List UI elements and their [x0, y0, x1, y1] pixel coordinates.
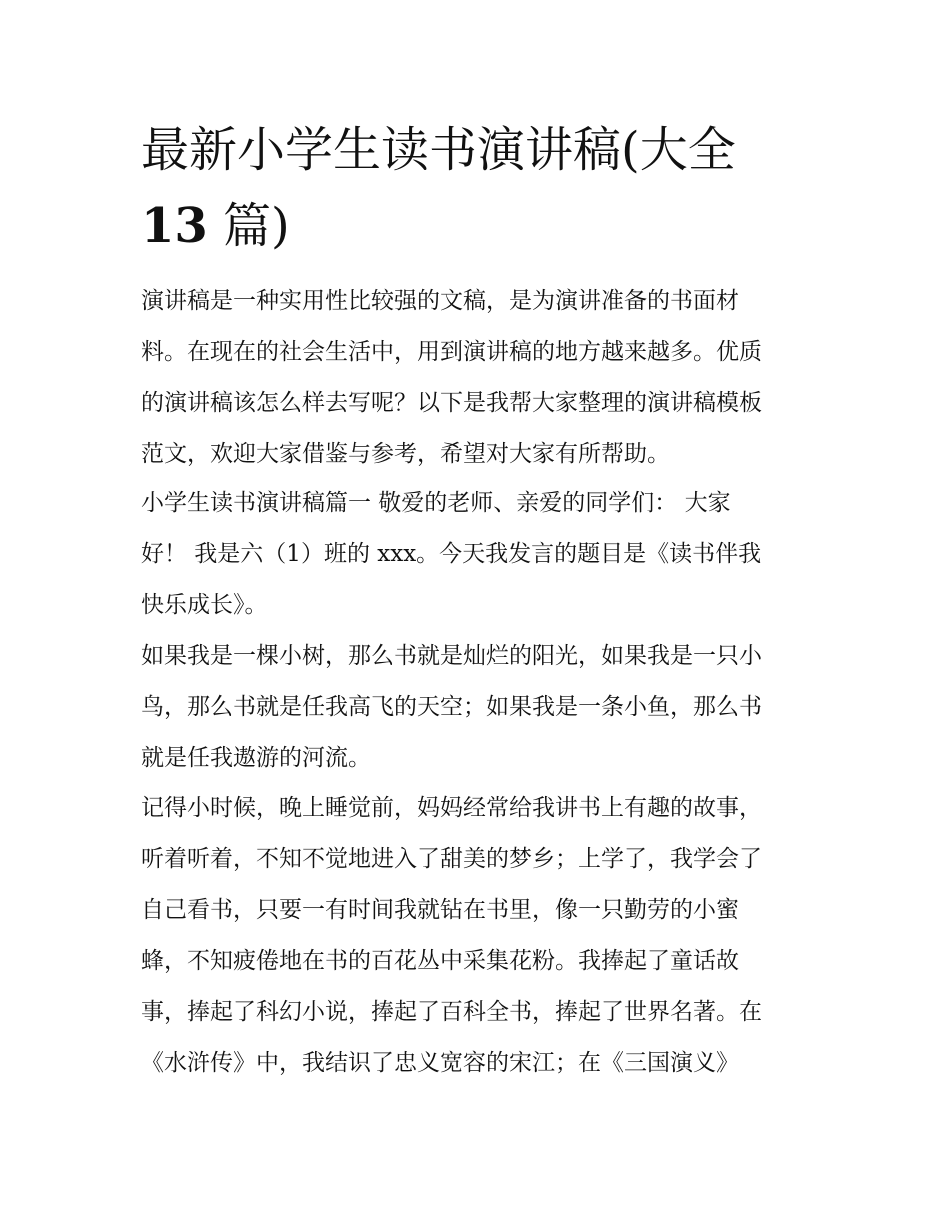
text-line: 记得小时候，晚上睡觉前，妈妈经常给我讲书上有趣的故事，	[141, 795, 762, 821]
text-line: 演讲稿是一种实用性比较强的文稿，是为演讲准备的书面材	[141, 288, 739, 314]
text-line: 自己看书，只要一有时间我就钻在书里，像一只勤劳的小蜜	[141, 897, 739, 923]
text-line: 听着听着，不知不觉地进入了甜美的梦乡；上学了，我学会了	[141, 846, 762, 872]
paragraph-greeting	[141, 478, 813, 631]
text-line: 《水浒传》中，我结识了忠义宽容的宋江；在《三国演义》	[141, 1050, 739, 1076]
text-line: 快乐成长》。	[141, 592, 268, 618]
title-line-2	[141, 188, 821, 264]
paragraph-metaphor	[141, 631, 813, 784]
text-line: 的演讲稿该怎么样去写呢？以下是我帮大家整理的演讲稿模板	[141, 390, 762, 416]
text-line: 蜂，不知疲倦地在书的百花丛中采集花粉。我捧起了童话故	[141, 948, 739, 974]
title-suffix: 篇)	[207, 198, 290, 254]
text-line: 就是任我遨游的河流。	[141, 745, 371, 771]
text-line: 好！ 我是六（1）班的 xxx。今天我发言的题目是《读书伴我	[141, 541, 762, 567]
text-line: 如果我是一棵小树，那么书就是灿烂的阳光，如果我是一只小	[141, 643, 762, 669]
text-line: 范文，欢迎大家借鉴与参考，希望对大家有所帮助。	[141, 441, 670, 467]
paragraph-intro	[141, 276, 813, 480]
text-line: 料。在现在的社会生活中，用到演讲稿的地方越来越多。优质	[141, 339, 762, 365]
text-line: 事，捧起了科幻小说，捧起了百科全书，捧起了世界名著。在	[141, 999, 762, 1025]
document-title	[141, 112, 821, 264]
title-line-1: 最新小学生读书演讲稿(大全	[141, 122, 736, 178]
paragraph-childhood	[141, 783, 813, 1089]
text-line: 鸟，那么书就是任我高飞的天空；如果我是一条小鱼，那么书	[141, 694, 762, 720]
text-line: 小学生读书演讲稿篇一 敬爱的老师、亲爱的同学们： 大家	[141, 490, 731, 516]
title-number: 13	[141, 198, 208, 254]
